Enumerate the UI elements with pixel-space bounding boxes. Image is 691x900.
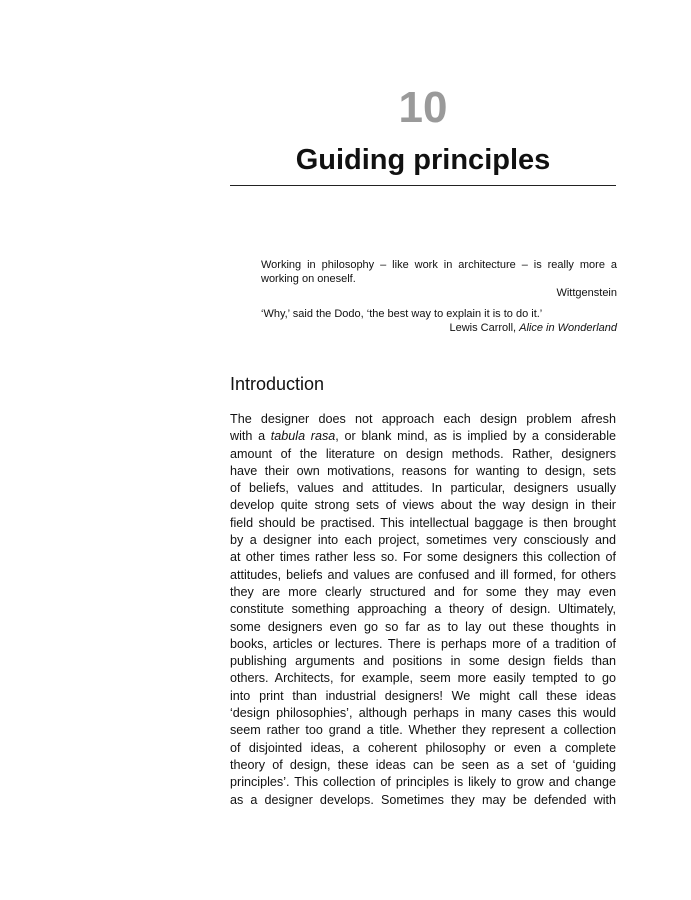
body-line: books, articles or lectures. There is perhaps more of a tradition of [230, 636, 616, 651]
body-line: have their own motivations, reasons for wanting to design, sets [230, 463, 616, 478]
epigraph-author-1: Wittgenstein [556, 287, 617, 299]
body-line: The designer does not approach each design problem afresh [230, 412, 616, 426]
body-paragraph [230, 411, 616, 809]
body-line: into print than industrial designers! We might call these ideas [230, 688, 616, 703]
epigraphs [261, 258, 617, 335]
body-line: field should be practised. This intellectual baggage is then brought [230, 515, 616, 530]
body-line: they are more clearly structured and for some they may even [230, 584, 616, 599]
epigraph-quote-2: ‘Why,’ said the Dodo, ‘the best way to explain it is to do it.’ [261, 308, 543, 320]
body-line: some designers even go so far as to lay out these thoughts in [230, 619, 616, 634]
body-line: others. Architects, for example, seem more easily tempted to go [230, 671, 616, 686]
body-line: publishing arguments and positions in some design fields than [230, 654, 616, 669]
body-line: develop quite strong sets of views about the way design in their [230, 498, 616, 513]
body-line: with a tabula rasa, or blank mind, as is implied by a considerable [230, 429, 616, 444]
body-line: amount of the literature on design methods. Rather, designers [230, 446, 616, 461]
body-line: of beliefs, values and attitudes. In particular, designers usually [230, 481, 616, 496]
body-line: principles’. This collection of principles is likely to grow and change [230, 775, 616, 790]
body-line: seem rather too grand a title. Whether they represent a collection [230, 723, 616, 738]
epigraph-attribution-2 [261, 321, 617, 335]
epigraph-source-2: Alice in Wonderland [519, 322, 617, 334]
body-line: by a designer into each project, sometimes very consciously and [230, 533, 616, 548]
chapter-number: 10 [398, 83, 448, 132]
epigraph-author-2: Lewis Carroll, [449, 322, 517, 334]
body-line: theory of design, these ideas can be seen as a set of ‘guiding [230, 757, 616, 772]
body-line: attitudes, beliefs and values are confused and ill formed, for others [230, 567, 616, 582]
body-line: ‘design philosophies’, although perhaps in many cases this would [230, 706, 616, 721]
body-line: at other times rather less so. For some designers this collection of [230, 550, 616, 565]
chapter-title: Guiding principles [295, 144, 551, 176]
latin-term: tabula rasa [270, 429, 336, 444]
body-line: constitute something approaching a theory of design. Ultimately, [230, 602, 616, 617]
section-heading: Introduction [230, 374, 325, 394]
title-rule [230, 185, 616, 186]
epigraph-quote-1: Working in philosophy – like work in architecture – is really more a working on oneself. [261, 259, 617, 285]
body-line: as a designer develops. Sometimes they may be defended with [230, 792, 616, 807]
body-line: of disjointed ideas, a coherent philosophy or even a complete [230, 740, 616, 755]
